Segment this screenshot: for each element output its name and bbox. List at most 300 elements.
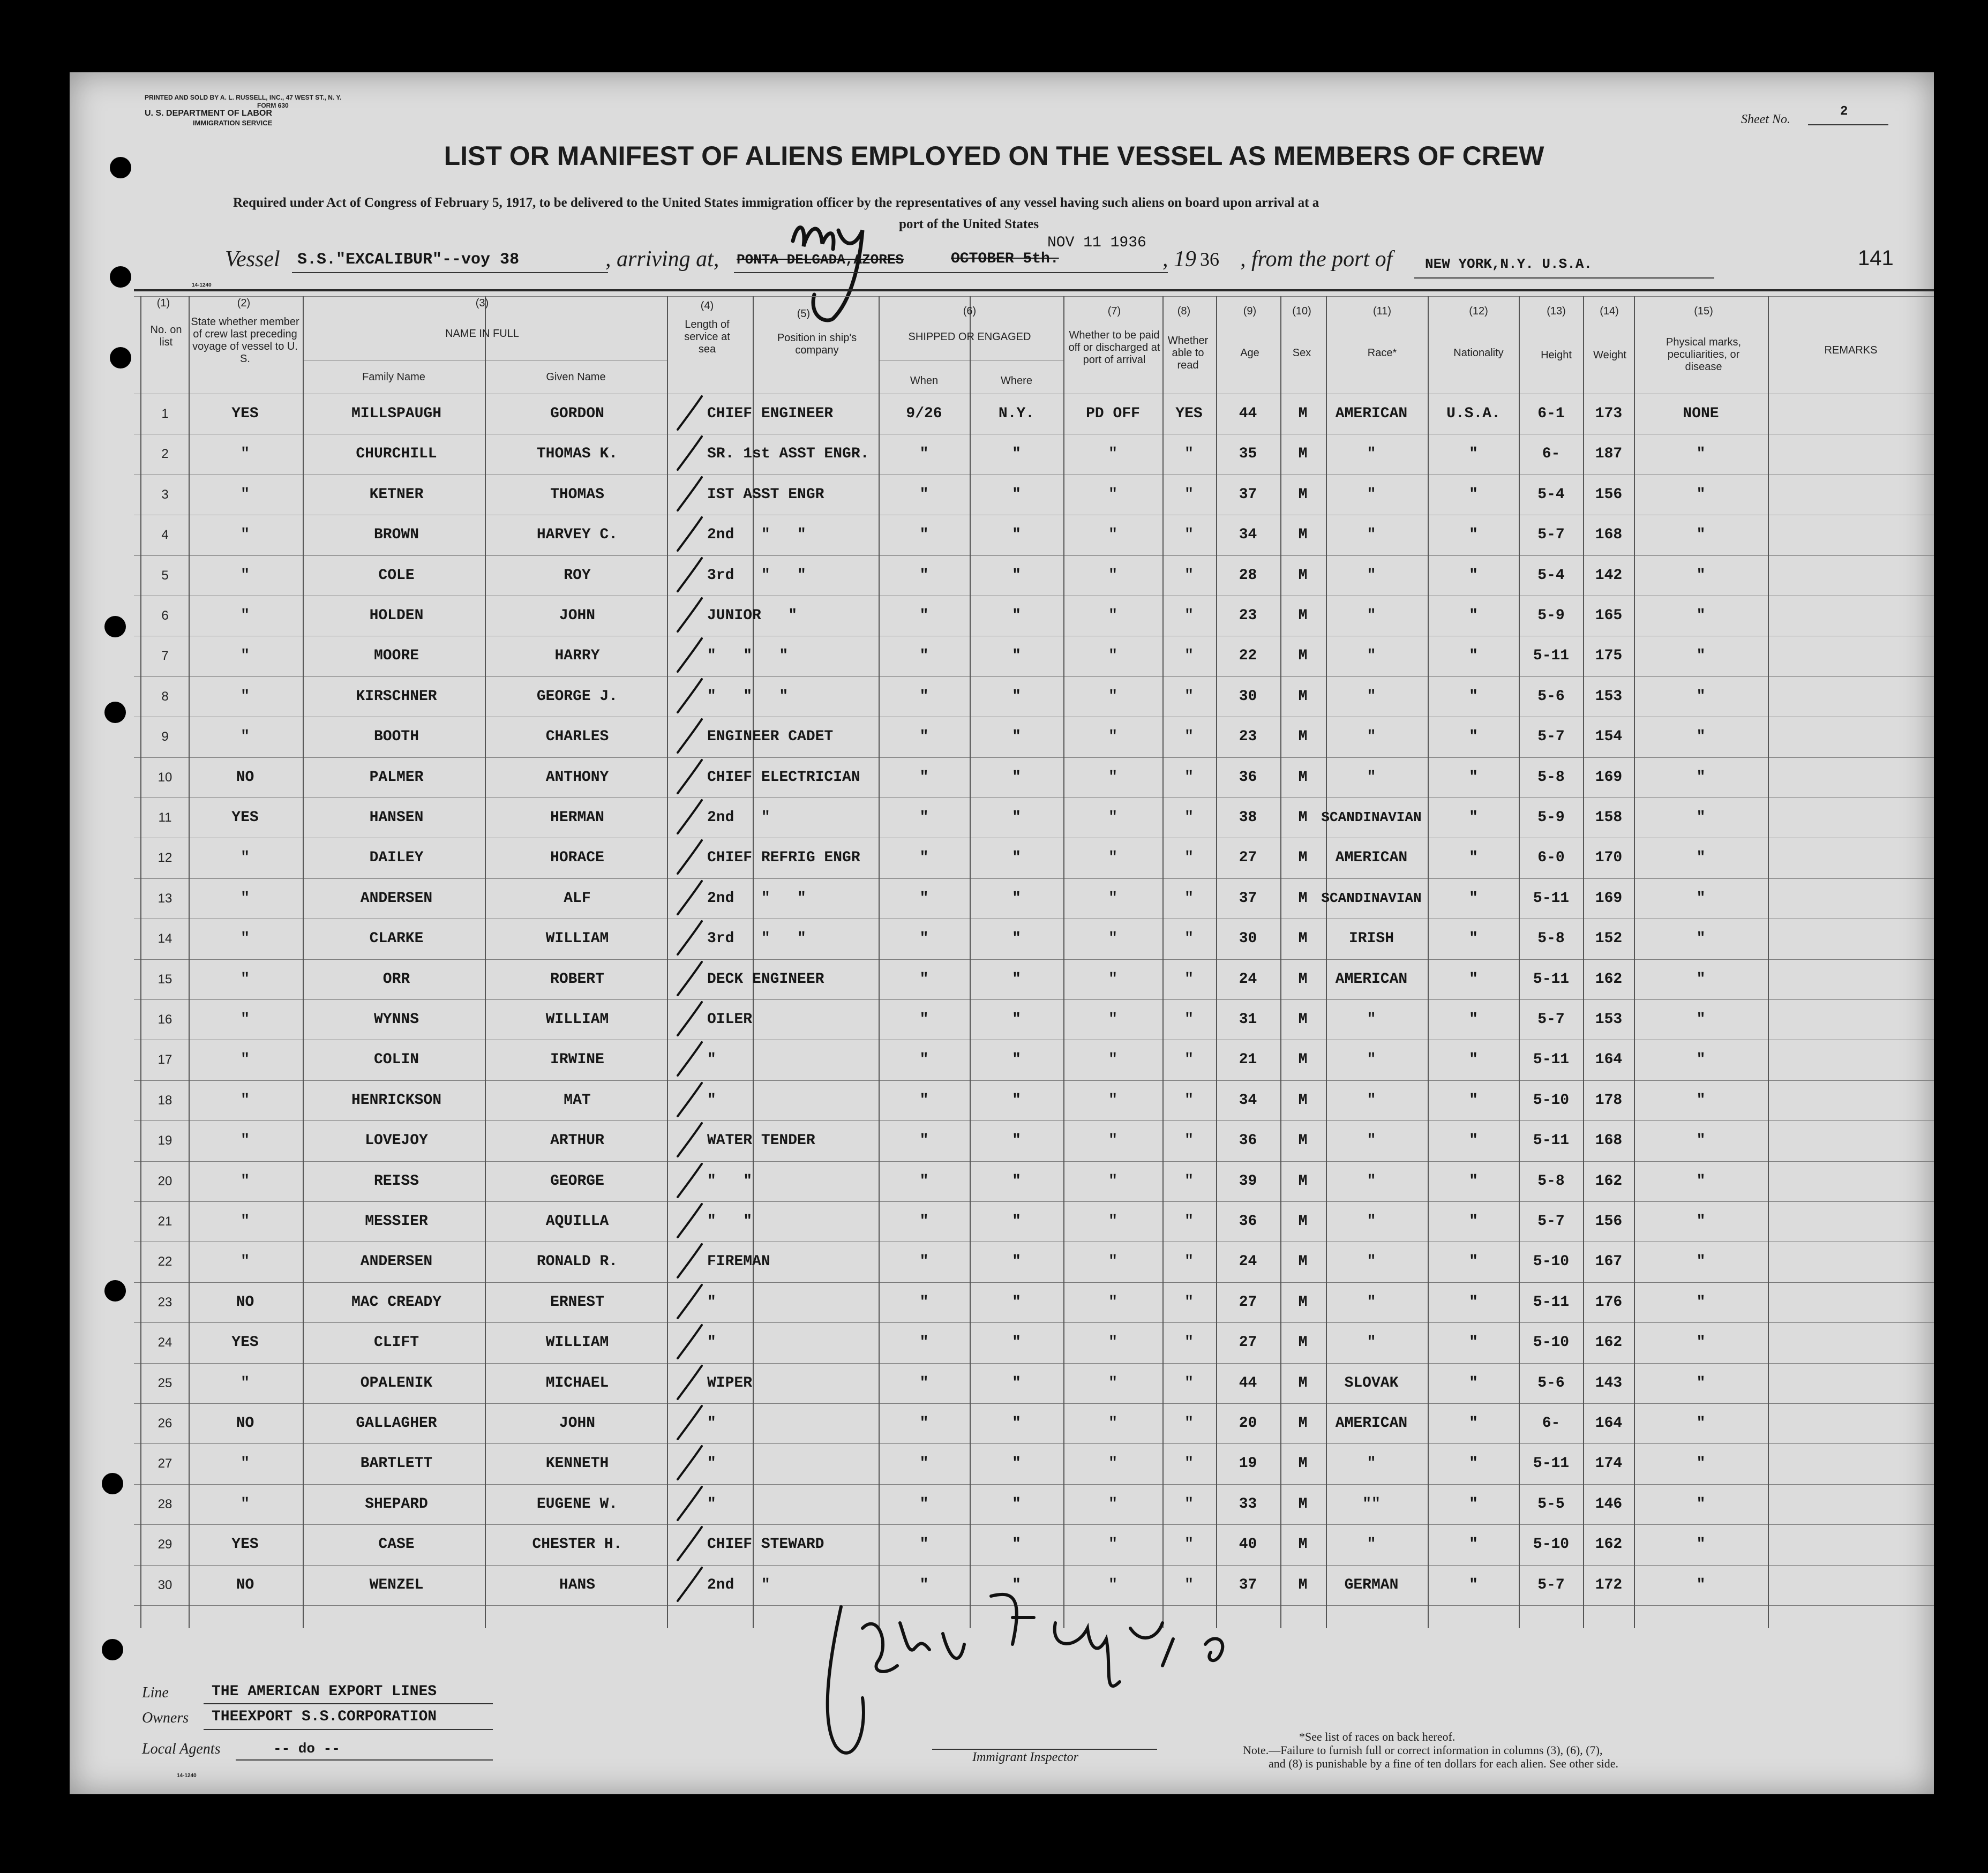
cell-family: ANDERSEN xyxy=(360,890,433,907)
table-hline xyxy=(134,959,1934,960)
cell-marks: " xyxy=(1696,1051,1706,1068)
col10-header: Sex xyxy=(1292,347,1311,359)
cell-race: " xyxy=(1367,567,1376,584)
service-check-mark xyxy=(672,1200,710,1243)
line-label: Line xyxy=(142,1684,169,1701)
cell-position: CHIEF ENGINEER xyxy=(707,405,834,422)
cell-sex: M xyxy=(1298,607,1308,624)
cell-given: HARVEY C. xyxy=(536,526,618,543)
binder-hole-5 xyxy=(104,702,126,723)
cell-family: GALLAGHER xyxy=(356,1415,437,1432)
cell-nat: " xyxy=(1469,526,1478,543)
row-number: 13 xyxy=(157,891,172,906)
cell-family: BROWN xyxy=(373,526,419,543)
cell-read: " xyxy=(1184,930,1194,947)
cell-height: 5-11 xyxy=(1533,1294,1570,1311)
cell-sex: M xyxy=(1298,1415,1308,1432)
stamp-date: NOV 11 1936 xyxy=(1047,235,1146,251)
cell-weight: 173 xyxy=(1595,405,1623,422)
table-vline xyxy=(1063,296,1064,1628)
col12-number: (12) xyxy=(1469,305,1488,317)
cell-position: " xyxy=(707,1051,716,1068)
arriving-underline xyxy=(734,272,1168,273)
cell-height: 5-6 xyxy=(1537,1375,1565,1391)
cell-read: " xyxy=(1184,486,1194,503)
col15-number: (15) xyxy=(1694,305,1713,317)
cell-age: 33 xyxy=(1239,1496,1257,1513)
cell-sex: M xyxy=(1298,1173,1308,1190)
cell-position: 3rd " " xyxy=(707,930,806,947)
cell-read: " xyxy=(1184,971,1194,988)
page-number: 141 xyxy=(1858,246,1894,270)
cell-nat: " xyxy=(1469,1294,1478,1311)
cell-sex: M xyxy=(1298,688,1308,705)
from-underline xyxy=(1414,277,1714,279)
table-hline xyxy=(134,1484,1934,1485)
cell-read: " xyxy=(1184,688,1194,705)
cell-family: CASE xyxy=(378,1536,415,1553)
cell-position: JUNIOR " xyxy=(707,607,798,624)
cell-marks: " xyxy=(1696,526,1706,543)
cell-paid: " xyxy=(1108,1334,1117,1351)
cell-prev: " xyxy=(241,1213,250,1230)
cell-sex: M xyxy=(1298,1213,1308,1230)
table-vline xyxy=(1634,296,1635,1628)
vessel-label: Vessel xyxy=(225,247,280,272)
cell-when: " xyxy=(919,648,929,664)
cell-age: 30 xyxy=(1239,930,1257,947)
cell-paid: " xyxy=(1108,486,1117,503)
cell-weight: 162 xyxy=(1595,1173,1623,1190)
cell-age: 36 xyxy=(1239,769,1257,786)
col6b-header: Where xyxy=(1001,375,1032,387)
cell-marks: " xyxy=(1696,1132,1706,1149)
cell-weight: 153 xyxy=(1595,1011,1623,1028)
cell-where: " xyxy=(1012,930,1021,947)
cell-prev: NO xyxy=(236,1415,254,1432)
row-number: 25 xyxy=(157,1376,172,1390)
cell-read: " xyxy=(1184,1455,1194,1472)
cell-paid: " xyxy=(1108,1415,1117,1432)
form-number: FORM 630 xyxy=(257,102,289,109)
cell-read: " xyxy=(1184,446,1194,462)
cell-read: " xyxy=(1184,1173,1194,1190)
from-port-label: , from the port of xyxy=(1240,247,1393,272)
cell-age: 39 xyxy=(1239,1173,1257,1190)
cell-marks: " xyxy=(1696,648,1706,664)
cell-given: CHARLES xyxy=(545,728,609,745)
cell-weight: 162 xyxy=(1595,1536,1623,1553)
cell-age: 31 xyxy=(1239,1011,1257,1028)
cell-given: ANTHONY xyxy=(545,769,609,786)
cell-marks: " xyxy=(1696,1496,1706,1513)
cell-height: 5-6 xyxy=(1537,688,1565,705)
cell-where: " xyxy=(1012,1132,1021,1149)
cell-race: " xyxy=(1367,1213,1376,1230)
service-name: IMMIGRATION SERVICE xyxy=(193,119,273,127)
cell-height: 5-11 xyxy=(1533,648,1570,664)
cell-position: " xyxy=(707,1496,716,1513)
cell-position: CHIEF STEWARD xyxy=(707,1536,824,1553)
inspector-label: Immigrant Inspector xyxy=(972,1750,1078,1764)
cell-paid: " xyxy=(1108,567,1117,584)
table-vline xyxy=(189,296,190,1628)
cell-when: " xyxy=(919,1173,929,1190)
cell-sex: M xyxy=(1298,1253,1308,1270)
cell-paid: " xyxy=(1108,769,1117,786)
cell-weight: 175 xyxy=(1595,648,1623,664)
cell-nat: " xyxy=(1469,1051,1478,1068)
cell-given: ROBERT xyxy=(550,971,604,988)
page-title: LIST OR MANIFEST OF ALIENS EMPLOYED ON THE VESSEL AS MEMBERS OF CREW xyxy=(444,141,1544,171)
cell-family: MOORE xyxy=(373,648,419,664)
row-number: 14 xyxy=(157,931,172,946)
cell-age: 27 xyxy=(1239,1294,1257,1311)
cell-sex: M xyxy=(1298,1334,1308,1351)
cell-where: " xyxy=(1012,1173,1021,1190)
cell-position: " xyxy=(707,1092,716,1109)
cell-read: " xyxy=(1184,849,1194,866)
cell-nat: " xyxy=(1469,849,1478,866)
cell-paid: " xyxy=(1108,930,1117,947)
cell-weight: 168 xyxy=(1595,1132,1623,1149)
table-hline xyxy=(134,757,1934,758)
year-label: , 19 xyxy=(1162,247,1196,272)
table-vline xyxy=(303,296,304,1628)
cell-when: " xyxy=(919,688,929,705)
cell-given: ROY xyxy=(564,567,591,584)
cell-position: " " xyxy=(707,1173,753,1190)
cell-height: 5-7 xyxy=(1537,1213,1565,1230)
cell-marks: " xyxy=(1696,930,1706,947)
cell-marks: " xyxy=(1696,1577,1706,1593)
service-check-mark xyxy=(672,432,710,475)
row-number: 12 xyxy=(157,851,172,865)
cell-race: " xyxy=(1367,1294,1376,1311)
cell-family: BARTLETT xyxy=(360,1455,433,1472)
cell-height: 5-11 xyxy=(1533,890,1570,907)
cell-family: BOOTH xyxy=(373,728,419,745)
cell-given: HANS xyxy=(559,1577,596,1593)
cell-race: " xyxy=(1367,1253,1376,1270)
cell-paid: " xyxy=(1108,849,1117,866)
cell-position: " xyxy=(707,1455,716,1472)
cell-weight: 164 xyxy=(1595,1415,1623,1432)
cell-age: 30 xyxy=(1239,688,1257,705)
col4-header: Length of service at sea xyxy=(684,319,730,355)
cell-when: " xyxy=(919,769,929,786)
cell-given: MICHAEL xyxy=(545,1375,609,1391)
cell-paid: " xyxy=(1108,1092,1117,1109)
cell-read: YES xyxy=(1175,405,1203,422)
row-number: 7 xyxy=(161,649,169,663)
row-number: 24 xyxy=(157,1335,172,1350)
cell-sex: M xyxy=(1298,567,1308,584)
cell-weight: 152 xyxy=(1595,930,1623,947)
cell-read: " xyxy=(1184,1213,1194,1230)
cell-position: OILER xyxy=(707,1011,753,1028)
cell-given: RONALD R. xyxy=(536,1253,618,1270)
cell-marks: " xyxy=(1696,728,1706,745)
cell-family: MILLSPAUGH xyxy=(351,405,442,422)
cell-race: " xyxy=(1367,688,1376,705)
col5-header: Position in ship's company xyxy=(777,332,857,356)
cell-when: " xyxy=(919,809,929,826)
cell-family: LOVEJOY xyxy=(365,1132,428,1149)
cell-where: " xyxy=(1012,1092,1021,1109)
service-check-mark xyxy=(672,1362,710,1404)
cell-height: 5-9 xyxy=(1537,809,1565,826)
cell-prev: " xyxy=(241,1375,250,1391)
cell-marks: " xyxy=(1696,688,1706,705)
cell-sex: M xyxy=(1298,1455,1308,1472)
cell-given: WILLIAM xyxy=(545,1334,609,1351)
row-number: 18 xyxy=(157,1093,172,1108)
cell-where: " xyxy=(1012,688,1021,705)
col7-header: Whether to be paid off or discharged at port of arrival xyxy=(1068,329,1160,366)
table-vline xyxy=(140,296,141,1628)
cell-marks: " xyxy=(1696,1294,1706,1311)
cell-read: " xyxy=(1184,648,1194,664)
cell-where: " xyxy=(1012,1577,1021,1593)
sheet-label: Sheet No. xyxy=(1741,112,1790,126)
arriving-port: PONTA DELGADA,AZORES xyxy=(737,252,904,268)
cell-sex: M xyxy=(1298,1577,1308,1593)
table-hline xyxy=(134,555,1934,556)
cell-age: 37 xyxy=(1239,486,1257,503)
cell-nat: " xyxy=(1469,1496,1478,1513)
service-check-mark xyxy=(672,634,710,677)
service-check-mark xyxy=(672,998,710,1041)
cell-sex: M xyxy=(1298,648,1308,664)
cell-marks: " xyxy=(1696,849,1706,866)
service-check-mark xyxy=(672,1281,710,1323)
cell-read: " xyxy=(1184,1496,1194,1513)
subtitle-line-1: Required under Act of Congress of February 5, 1917, to be delivered to the United States immigration officer by the representatives of any vessel having such aliens on board upon arrival at a xyxy=(233,195,1319,210)
row-number: 26 xyxy=(157,1416,172,1431)
cell-race: " xyxy=(1367,1455,1376,1472)
col5-number: (5) xyxy=(797,308,811,320)
cell-where: " xyxy=(1012,1455,1021,1472)
service-check-mark xyxy=(672,917,710,960)
cell-race: SLOVAK xyxy=(1344,1375,1399,1391)
cell-read: " xyxy=(1184,607,1194,624)
cell-race: " xyxy=(1367,1334,1376,1351)
col15-header: Physical marks, peculiarities, or disease xyxy=(1666,336,1742,373)
cell-weight: 165 xyxy=(1595,607,1623,624)
cell-weight: 187 xyxy=(1595,446,1623,462)
cell-position: 2nd " xyxy=(707,1577,770,1593)
cell-marks: " xyxy=(1696,607,1706,624)
cell-weight: 174 xyxy=(1595,1455,1623,1472)
cell-age: 34 xyxy=(1239,1092,1257,1109)
cell-where: " xyxy=(1012,769,1021,786)
cell-where: " xyxy=(1012,567,1021,584)
cell-nat: " xyxy=(1469,1455,1478,1472)
vessel-name: S.S."EXCALIBUR"--voy 38 xyxy=(297,251,520,269)
cell-marks: " xyxy=(1696,567,1706,584)
table-vline xyxy=(970,360,971,1628)
cell-prev: " xyxy=(241,688,250,705)
row-number: 16 xyxy=(157,1012,172,1027)
cell-family: KETNER xyxy=(369,486,424,503)
col1-header: No. on list xyxy=(150,324,182,348)
col6a-header: When xyxy=(910,375,939,387)
arriving-date: OCTOBER 5th. xyxy=(951,251,1059,267)
cell-weight: 169 xyxy=(1595,890,1623,907)
department-name: U. S. DEPARTMENT OF LABOR xyxy=(145,109,272,118)
cell-height: 5-8 xyxy=(1537,1173,1565,1190)
service-check-mark xyxy=(672,715,710,758)
cell-position: WATER TENDER xyxy=(707,1132,815,1149)
row-number: 8 xyxy=(161,689,169,704)
cell-given: ALF xyxy=(564,890,591,907)
cell-prev: NO xyxy=(236,1577,254,1593)
cell-paid: " xyxy=(1108,1213,1117,1230)
cell-read: " xyxy=(1184,1253,1194,1270)
cell-nat: " xyxy=(1469,1173,1478,1190)
cell-read: " xyxy=(1184,567,1194,584)
cell-nat: " xyxy=(1469,446,1478,462)
cell-race: " xyxy=(1367,446,1376,462)
cell-when: " xyxy=(919,728,929,745)
cell-race: "" xyxy=(1362,1496,1381,1513)
cell-sex: M xyxy=(1298,1092,1308,1109)
table-hline xyxy=(134,1282,1934,1283)
cell-marks: " xyxy=(1696,446,1706,462)
cell-height: 5-5 xyxy=(1537,1496,1565,1513)
table-vline xyxy=(1519,296,1520,1628)
cell-where: " xyxy=(1012,486,1021,503)
cell-height: 5-4 xyxy=(1537,486,1565,503)
cell-paid: " xyxy=(1108,607,1117,624)
col10-number: (10) xyxy=(1292,305,1311,317)
table-hline xyxy=(134,1161,1934,1162)
cell-sex: M xyxy=(1298,809,1308,826)
cell-when: " xyxy=(919,1375,929,1391)
cell-race: SCANDINAVIAN xyxy=(1321,809,1422,825)
cell-position: " " " xyxy=(707,648,789,664)
cell-given: THOMAS xyxy=(550,486,604,503)
col8-header: Whether able to read xyxy=(1167,335,1209,371)
cell-position: 2nd " " xyxy=(707,526,806,543)
service-check-mark xyxy=(672,513,710,556)
cell-weight: 143 xyxy=(1595,1375,1623,1391)
cell-height: 5-11 xyxy=(1533,1132,1570,1149)
cell-sex: M xyxy=(1298,890,1308,907)
cell-when: " xyxy=(919,607,929,624)
cell-race: GERMAN xyxy=(1344,1577,1399,1593)
binder-hole-2 xyxy=(110,266,131,288)
cell-read: " xyxy=(1184,1051,1194,1068)
agents-underline xyxy=(236,1759,493,1761)
cell-weight: 156 xyxy=(1595,1213,1623,1230)
cell-when: " xyxy=(919,1132,929,1149)
cell-nat: " xyxy=(1469,1253,1478,1270)
cell-nat: " xyxy=(1469,890,1478,907)
cell-age: 37 xyxy=(1239,890,1257,907)
cell-sex: M xyxy=(1298,728,1308,745)
cell-sex: M xyxy=(1298,769,1308,786)
cell-position: SR. 1st ASST ENGR. xyxy=(707,446,869,462)
cell-when: " xyxy=(919,486,929,503)
cell-race: SCANDINAVIAN xyxy=(1321,890,1422,906)
cell-paid: " xyxy=(1108,1132,1117,1149)
cell-prev: " xyxy=(241,486,250,503)
cell-prev: YES xyxy=(231,809,259,826)
cell-given: HARRY xyxy=(554,648,600,664)
cell-paid: " xyxy=(1108,971,1117,988)
cell-family: SHEPARD xyxy=(365,1496,428,1513)
cell-paid: " xyxy=(1108,809,1117,826)
cell-prev: " xyxy=(241,1496,250,1513)
cell-where: " xyxy=(1012,971,1021,988)
cell-prev: " xyxy=(241,526,250,543)
service-check-mark xyxy=(672,958,710,1001)
cell-paid: " xyxy=(1108,1375,1117,1391)
cell-weight: 178 xyxy=(1595,1092,1623,1109)
cell-family: HOLDEN xyxy=(369,607,424,624)
row-number: 10 xyxy=(157,770,172,785)
table-hline xyxy=(134,1403,1934,1404)
cell-race: " xyxy=(1367,648,1376,664)
col2-number: (2) xyxy=(237,297,251,309)
col14-header: Weight xyxy=(1593,349,1626,361)
cell-nat: " xyxy=(1469,688,1478,705)
cell-when: " xyxy=(919,930,929,947)
service-check-mark xyxy=(672,1442,710,1485)
cell-given: JOHN xyxy=(559,607,596,624)
cell-family: KIRSCHNER xyxy=(356,688,437,705)
col3-number: (3) xyxy=(475,297,489,309)
cell-where: " xyxy=(1012,1496,1021,1513)
col3-header: NAME IN FULL xyxy=(445,328,519,340)
binder-hole-3 xyxy=(110,347,131,368)
cell-weight: 146 xyxy=(1595,1496,1623,1513)
service-check-mark xyxy=(672,594,710,637)
cell-read: " xyxy=(1184,728,1194,745)
cell-sex: M xyxy=(1298,930,1308,947)
cell-read: " xyxy=(1184,890,1194,907)
cell-marks: " xyxy=(1696,1334,1706,1351)
cell-family: CHURCHILL xyxy=(356,446,437,462)
cell-sex: M xyxy=(1298,1294,1308,1311)
cell-height: 5-11 xyxy=(1533,1455,1570,1472)
row-number: 23 xyxy=(157,1295,172,1310)
vessel-underline xyxy=(292,272,608,273)
cell-family: COLE xyxy=(378,567,415,584)
cell-paid: " xyxy=(1108,1294,1117,1311)
cell-sex: M xyxy=(1298,405,1308,422)
cell-nat: " xyxy=(1469,1011,1478,1028)
cell-where: " xyxy=(1012,1536,1021,1553)
cell-when: 9/26 xyxy=(906,405,942,422)
cell-given: MAT xyxy=(564,1092,591,1109)
col2-header: State whether member of crew last preceding voyage of vessel to U. S. xyxy=(191,316,299,365)
cell-prev: " xyxy=(241,1132,250,1149)
cell-family: MAC CREADY xyxy=(351,1294,442,1311)
cell-nat: " xyxy=(1469,1415,1478,1432)
row-number: 5 xyxy=(161,568,169,583)
cell-paid: " xyxy=(1108,1536,1117,1553)
cell-sex: M xyxy=(1298,1011,1308,1028)
cell-family: DAILEY xyxy=(369,849,424,866)
col9-number: (9) xyxy=(1243,305,1257,317)
cell-prev: " xyxy=(241,446,250,462)
col3b-header: Given Name xyxy=(546,371,606,383)
cell-family: HENRICKSON xyxy=(351,1092,442,1109)
cell-prev: " xyxy=(241,930,250,947)
